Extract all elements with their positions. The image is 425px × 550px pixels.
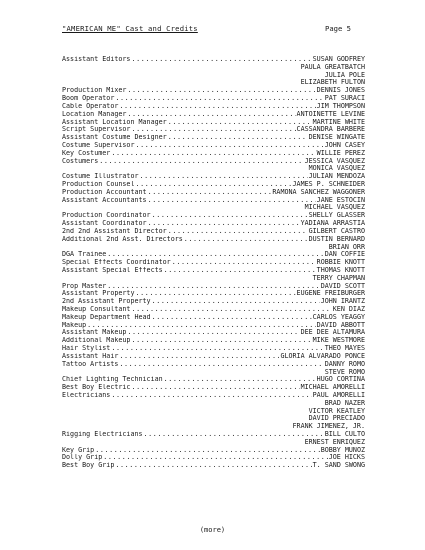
credit-name: DAN COFFIE [324,251,365,259]
credit-row [62,408,365,416]
credit-name: BRIAN ORR [328,243,365,251]
credit-role: Best Boy Electric [62,384,131,392]
credit-row [62,64,365,72]
credit-row [62,197,365,205]
credit-name: TERRY CHAPMAN [312,274,365,282]
credit-name: JANE ESTOCIN [316,196,365,204]
credit-name: MIKE WESTMORE [312,337,365,345]
credit-row [62,79,365,87]
credit-row [62,150,365,158]
credit-name: DENISE WINGATE [308,134,365,142]
credit-row [62,329,365,337]
credit-role: Costume Illustrator [62,173,139,181]
leader-dots [148,189,272,197]
credit-role: Tattoo Artists [62,360,119,368]
credit-name: JESSICA VASQUEZ [304,157,365,165]
credit-row [62,462,365,470]
leader-dots [119,353,279,361]
credit-row [62,189,365,197]
credit-row [62,126,365,134]
credit-row [62,181,365,189]
credit-name: JOHN IRANTZ [320,298,365,306]
credit-name: PAT SURACI [324,95,365,103]
credit-name: CASSANDRA BARBERE [296,126,365,134]
leader-dots [127,87,315,95]
leader-dots [168,119,312,127]
credit-name: WILLIE PEREZ [316,149,365,157]
credit-row [62,439,365,447]
leader-dots [115,462,311,470]
credits-list [62,56,365,470]
credit-row [62,158,365,166]
credit-role: Prop Master [62,282,107,290]
credit-row [62,259,365,267]
credit-role: Cable Operator [62,102,119,110]
leader-dots [111,150,315,158]
credit-row [62,298,365,306]
leader-dots [135,181,291,189]
credit-name: GLORIA ALVARADO PONCE [280,352,365,360]
credit-row [62,56,365,64]
leader-dots [131,337,311,345]
leader-dots [107,251,323,259]
credit-name: JOE HICKS [328,454,365,462]
credit-role: Assistant Location Manager [62,118,167,126]
credit-row [62,87,365,95]
credit-row [62,290,365,298]
credit-name: RAMONA SANCHEZ WAGGONER [272,188,365,196]
credit-row [62,283,365,291]
credit-name: STEVE ROMO [324,368,365,376]
credit-name: CARLOS YEAGGY [312,313,365,321]
leader-dots [152,212,308,220]
credit-name: THEO MAYES [324,345,365,353]
credit-role: Special Effects Coordinator [62,259,171,267]
credit-row [62,212,365,220]
leader-dots [119,361,323,369]
credit-name: DENNIS JONES [316,87,365,95]
credit-row [62,337,365,345]
credit-name: JIM THOMPSON [316,102,365,110]
credit-row [62,111,365,119]
credit-role: DGA Trainee [62,251,107,259]
leader-dots [152,314,312,322]
leader-dots [148,197,316,205]
credit-name: DANNY ROMO [324,360,365,368]
credit-role: Makeup [62,321,87,329]
credit-row [62,204,365,212]
credit-name: BRAD NAZER [324,399,365,407]
credit-role: Production Mixer [62,87,127,95]
credit-name: JULIAN MENDOZA [308,173,365,181]
credit-name: ROBBIE KNOTT [316,259,365,267]
credit-row [62,361,365,369]
leader-dots [148,220,300,228]
credit-row [62,369,365,377]
credit-name: BILL CULTO [324,431,365,438]
credit-role: Rigging Electricians [62,431,143,438]
credit-name: DUSTIN BERNARD [308,235,365,243]
credit-name: KEN DIAZ [332,306,365,313]
leader-dots [140,173,308,181]
credit-role: 2nd Assistant Property [62,298,151,306]
credit-row [62,236,365,244]
credit-row [62,72,365,80]
credit-role: Production Counsel [62,181,135,188]
leader-dots [131,56,311,64]
leader-dots [87,322,316,330]
credit-row [62,314,365,322]
credit-name: DEE DEE ALTAMURA [300,329,365,337]
credit-row [62,447,365,455]
credit-role: 2nd 2nd Assistant Director [62,227,167,235]
credit-name: VICTOR KEATLEY [308,407,365,415]
credit-role: Assistant Makeup [62,329,127,337]
leader-dots [135,142,323,150]
page-number: Page 5 [325,24,351,33]
credit-role: Electricians [62,391,111,399]
leader-dots [115,95,323,103]
credit-role: Additional 2nd Asst. Directors [62,235,183,243]
credit-row [62,228,365,236]
credit-role: Boom Operator [62,95,115,103]
credit-role: Assistant Costume Designer [62,134,167,142]
leader-dots [135,290,295,298]
credit-row [62,244,365,252]
credit-row [62,353,365,361]
credit-role: Assistant Accountants [62,196,147,204]
credit-role: Assistant Editors [62,56,131,63]
credit-role: Assistant Coordinator [62,220,147,228]
document-title: "AMERICAN ME" Cast and Credits [62,24,198,33]
credit-name: PAUL AMORELLI [312,391,365,399]
credit-row [62,392,365,400]
leader-dots [119,103,315,111]
leader-dots [107,283,319,291]
credit-name: T. SAND SWONG [312,462,365,470]
credit-row [62,306,365,314]
leader-dots [164,376,316,384]
leader-dots [127,111,295,119]
leader-dots [131,306,331,314]
credit-role: Makeup Consultant [62,306,131,313]
credit-name: ELIZABETH FULTON [300,79,365,87]
credit-name: JULIA POLE [324,71,365,79]
credit-name: MARTINE WHITE [312,118,365,126]
credit-name: MICHAEL AMORELLI [300,384,365,392]
credit-row [62,220,365,228]
credit-role: Key Grip [62,446,95,454]
leader-dots [168,134,308,142]
credit-row [62,142,365,150]
credit-row [62,400,365,408]
credit-name: MICHAEL VASQUEZ [304,204,365,212]
leader-dots [111,345,323,353]
credit-name: ERNEST ENRIQUEZ [304,438,365,446]
credit-role: Production Coordinator [62,212,151,220]
leader-dots [152,298,320,306]
credit-name: YADIANA ARRASTIA [300,220,365,228]
continuation-note: (more) [199,526,226,534]
credit-role: Makeup Department Head [62,313,151,321]
credit-role: Hair Stylist [62,345,111,353]
leader-dots [111,392,311,400]
credit-row [62,119,365,127]
credit-name: DAVID ABBOTT [316,321,365,329]
credit-row [62,275,365,283]
leader-dots [103,454,327,462]
credit-name: SUSAN GODFREY [312,56,365,63]
credit-row [62,103,365,111]
credit-role: Assistant Hair [62,352,119,360]
credit-row [62,345,365,353]
credit-row [62,431,365,439]
credit-role: Production Accountant [62,188,147,196]
credit-name: DAVID PRECIADO [308,415,365,423]
leader-dots [99,158,303,166]
credit-name: MONICA VASQUEZ [308,165,365,173]
credit-name: SHELLY GLASSER [308,212,365,220]
leader-dots [131,126,295,134]
credit-name: EUGENE FREIBURGER [296,290,365,298]
leader-dots [164,267,316,275]
credit-row [62,376,365,384]
credit-name: BOBBY MUNOZ [320,446,365,454]
credit-row [62,415,365,423]
credit-role: Location Manager [62,110,127,118]
credit-name: JOHN CASEY [324,141,365,149]
credit-name: THOMAS KNOTT [316,266,365,274]
credit-role: Script Supervisor [62,126,131,134]
leader-dots [184,236,308,244]
leader-dots [168,228,308,236]
credit-name: PAULA GREATBATCH [300,63,365,71]
leader-dots [172,259,316,267]
credit-row [62,454,365,462]
credit-row [62,251,365,259]
credit-name: HUGO CORTINA [316,376,365,384]
credit-role: Best Boy Grip [62,462,115,470]
credit-row [62,165,365,173]
leader-dots [127,329,299,337]
credit-row [62,95,365,103]
credit-role: Costume Supervisor [62,141,135,149]
credit-name: FRANK JIMENEZ, JR. [292,423,365,431]
credit-role: Key Costumer [62,149,111,157]
credit-role: Costumers [62,157,99,165]
credit-row [62,384,365,392]
credit-role: Dolly Grip [62,454,103,462]
credit-role: Assistant Property [62,290,135,298]
leader-dots [131,384,299,392]
credit-role: Additional Makeup [62,337,131,345]
credit-row [62,134,365,142]
credit-row [62,322,365,330]
credit-role: Chief Lighting Technician [62,376,163,384]
credit-name: ANTOINETTE LEVINE [296,110,365,118]
credit-name: JAMES P. SCHNEIDER [292,181,365,188]
credit-role: Assistant Special Effects [62,266,163,274]
credit-name: DAVID SCOTT [320,282,365,290]
credit-row [62,423,365,431]
credit-row [62,173,365,181]
leader-dots [95,447,319,455]
credit-name: GILBERT CASTRO [308,227,365,235]
leader-dots [144,431,324,439]
credit-row [62,267,365,275]
